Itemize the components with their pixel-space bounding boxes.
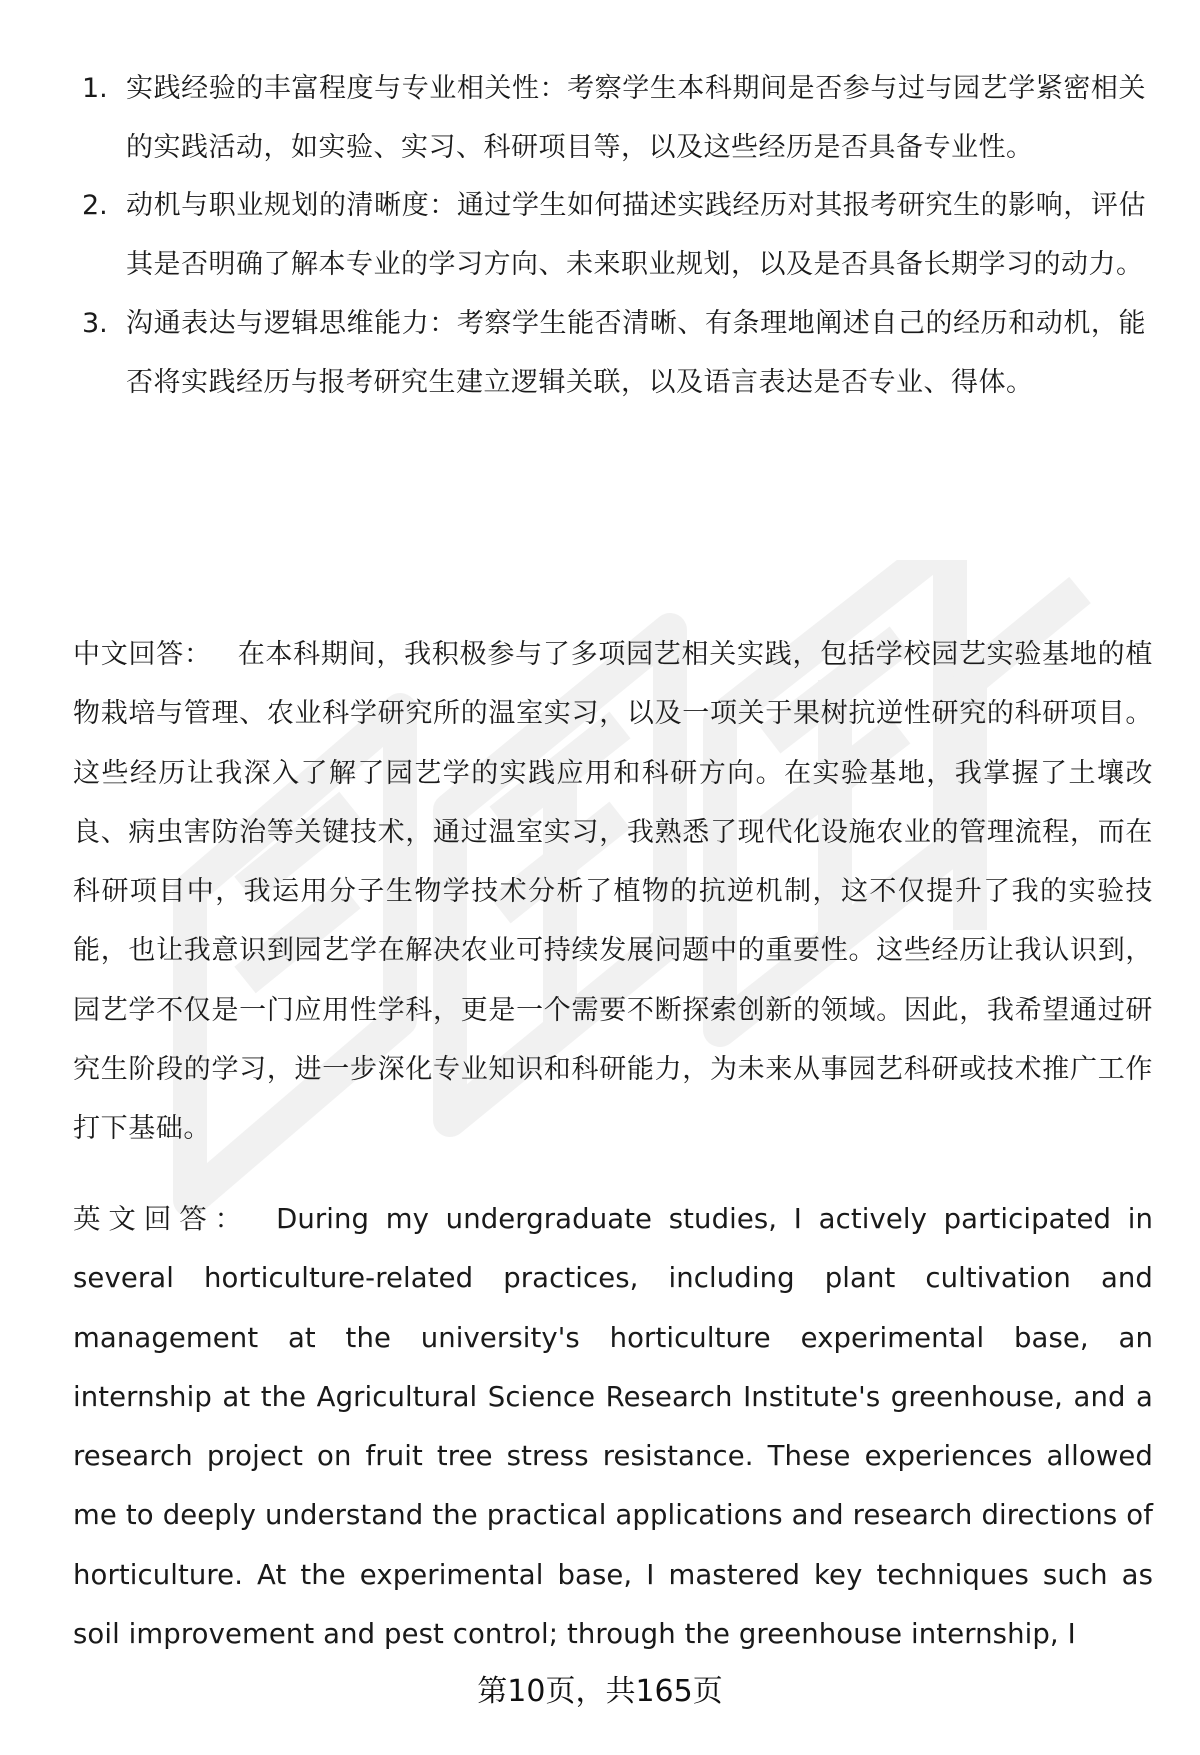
chinese-answer-text: 在本科期间，我积极参与了多项园艺相关实践，包括学校园艺实验基地的植物栽培与管理、农业科学研究所的温室实习，以及一项关于果树抗逆性研究的科研项目。这些经历让我深入了解了园艺学的实践应用和科研方向。在实验基地，我掌握了土壤改良、病虫害防治等关键技术，通过温室实习，我熟悉了现代化设施农业的管理流程，而在科研项目中，我运用分子生物学技术分析了植物的抗逆机制，这不仅提升了我的实验技能，也让我意识到园艺学在解决农业可持续发展问题中的重要性。这些经历让我认识到，园艺学不仅是一门应用性学科，更是一个需要不断探索创新的领域。因此，我希望通过研究生阶段的学习，进一步深化专业知识和科研能力，为未来从事园艺科研或技术推广工作打下基础。: [73, 639, 1153, 1145]
chinese-answer-paragraph: [73, 625, 1153, 1159]
english-answer-text: During my undergraduate studies, I actively participated in several horticulture-related practices, including plant cultivation and management at the university's horticulture experimental base, an internship at the Agricultural Science Research Institute's greenhouse, and a research project on fruit tree stress resistance. These experiences allowed me to deeply understand the practical applications and research directions of horticulture. At the experimental base, I mastered key techniques such as soil improvement and pest control; through the greenhouse internship, I: [73, 1203, 1154, 1651]
criterion-number: 2.: [82, 190, 108, 222]
english-answer-label: 英文回答：: [73, 1203, 251, 1235]
criterion-item: [0, 295, 1200, 412]
criterion-text: 沟通表达与逻辑思维能力：考察学生能否清晰、有条理地阐述自己的经历和动机，能否将实践经历与报考研究生建立逻辑关联，以及语言表达是否专业、得体。: [126, 307, 1146, 398]
criterion-item: [0, 60, 1200, 177]
criterion-number: 3.: [82, 307, 108, 339]
page-number-footer: 第10页，共165页: [477, 1674, 723, 1709]
english-answer-paragraph: [73, 1190, 1153, 1664]
criterion-number: 1.: [82, 73, 108, 104]
criterion-text: 实践经验的丰富程度与专业相关性：考察学生本科期间是否参与过与园艺学紧密相关的实践活动，如实验、实习、科研项目等，以及这些经历是否具备专业性。: [126, 73, 1146, 163]
evaluation-criteria-list: [0, 60, 1200, 412]
chinese-answer-label: 中文回答：: [73, 639, 212, 670]
criterion-text: 动机与职业规划的清晰度：通过学生如何描述实践经历对其报考研究生的影响，评估其是否明确了解本专业的学习方向、未来职业规划，以及是否具备长期学习的动力。: [126, 190, 1146, 281]
criterion-item: [0, 177, 1200, 294]
